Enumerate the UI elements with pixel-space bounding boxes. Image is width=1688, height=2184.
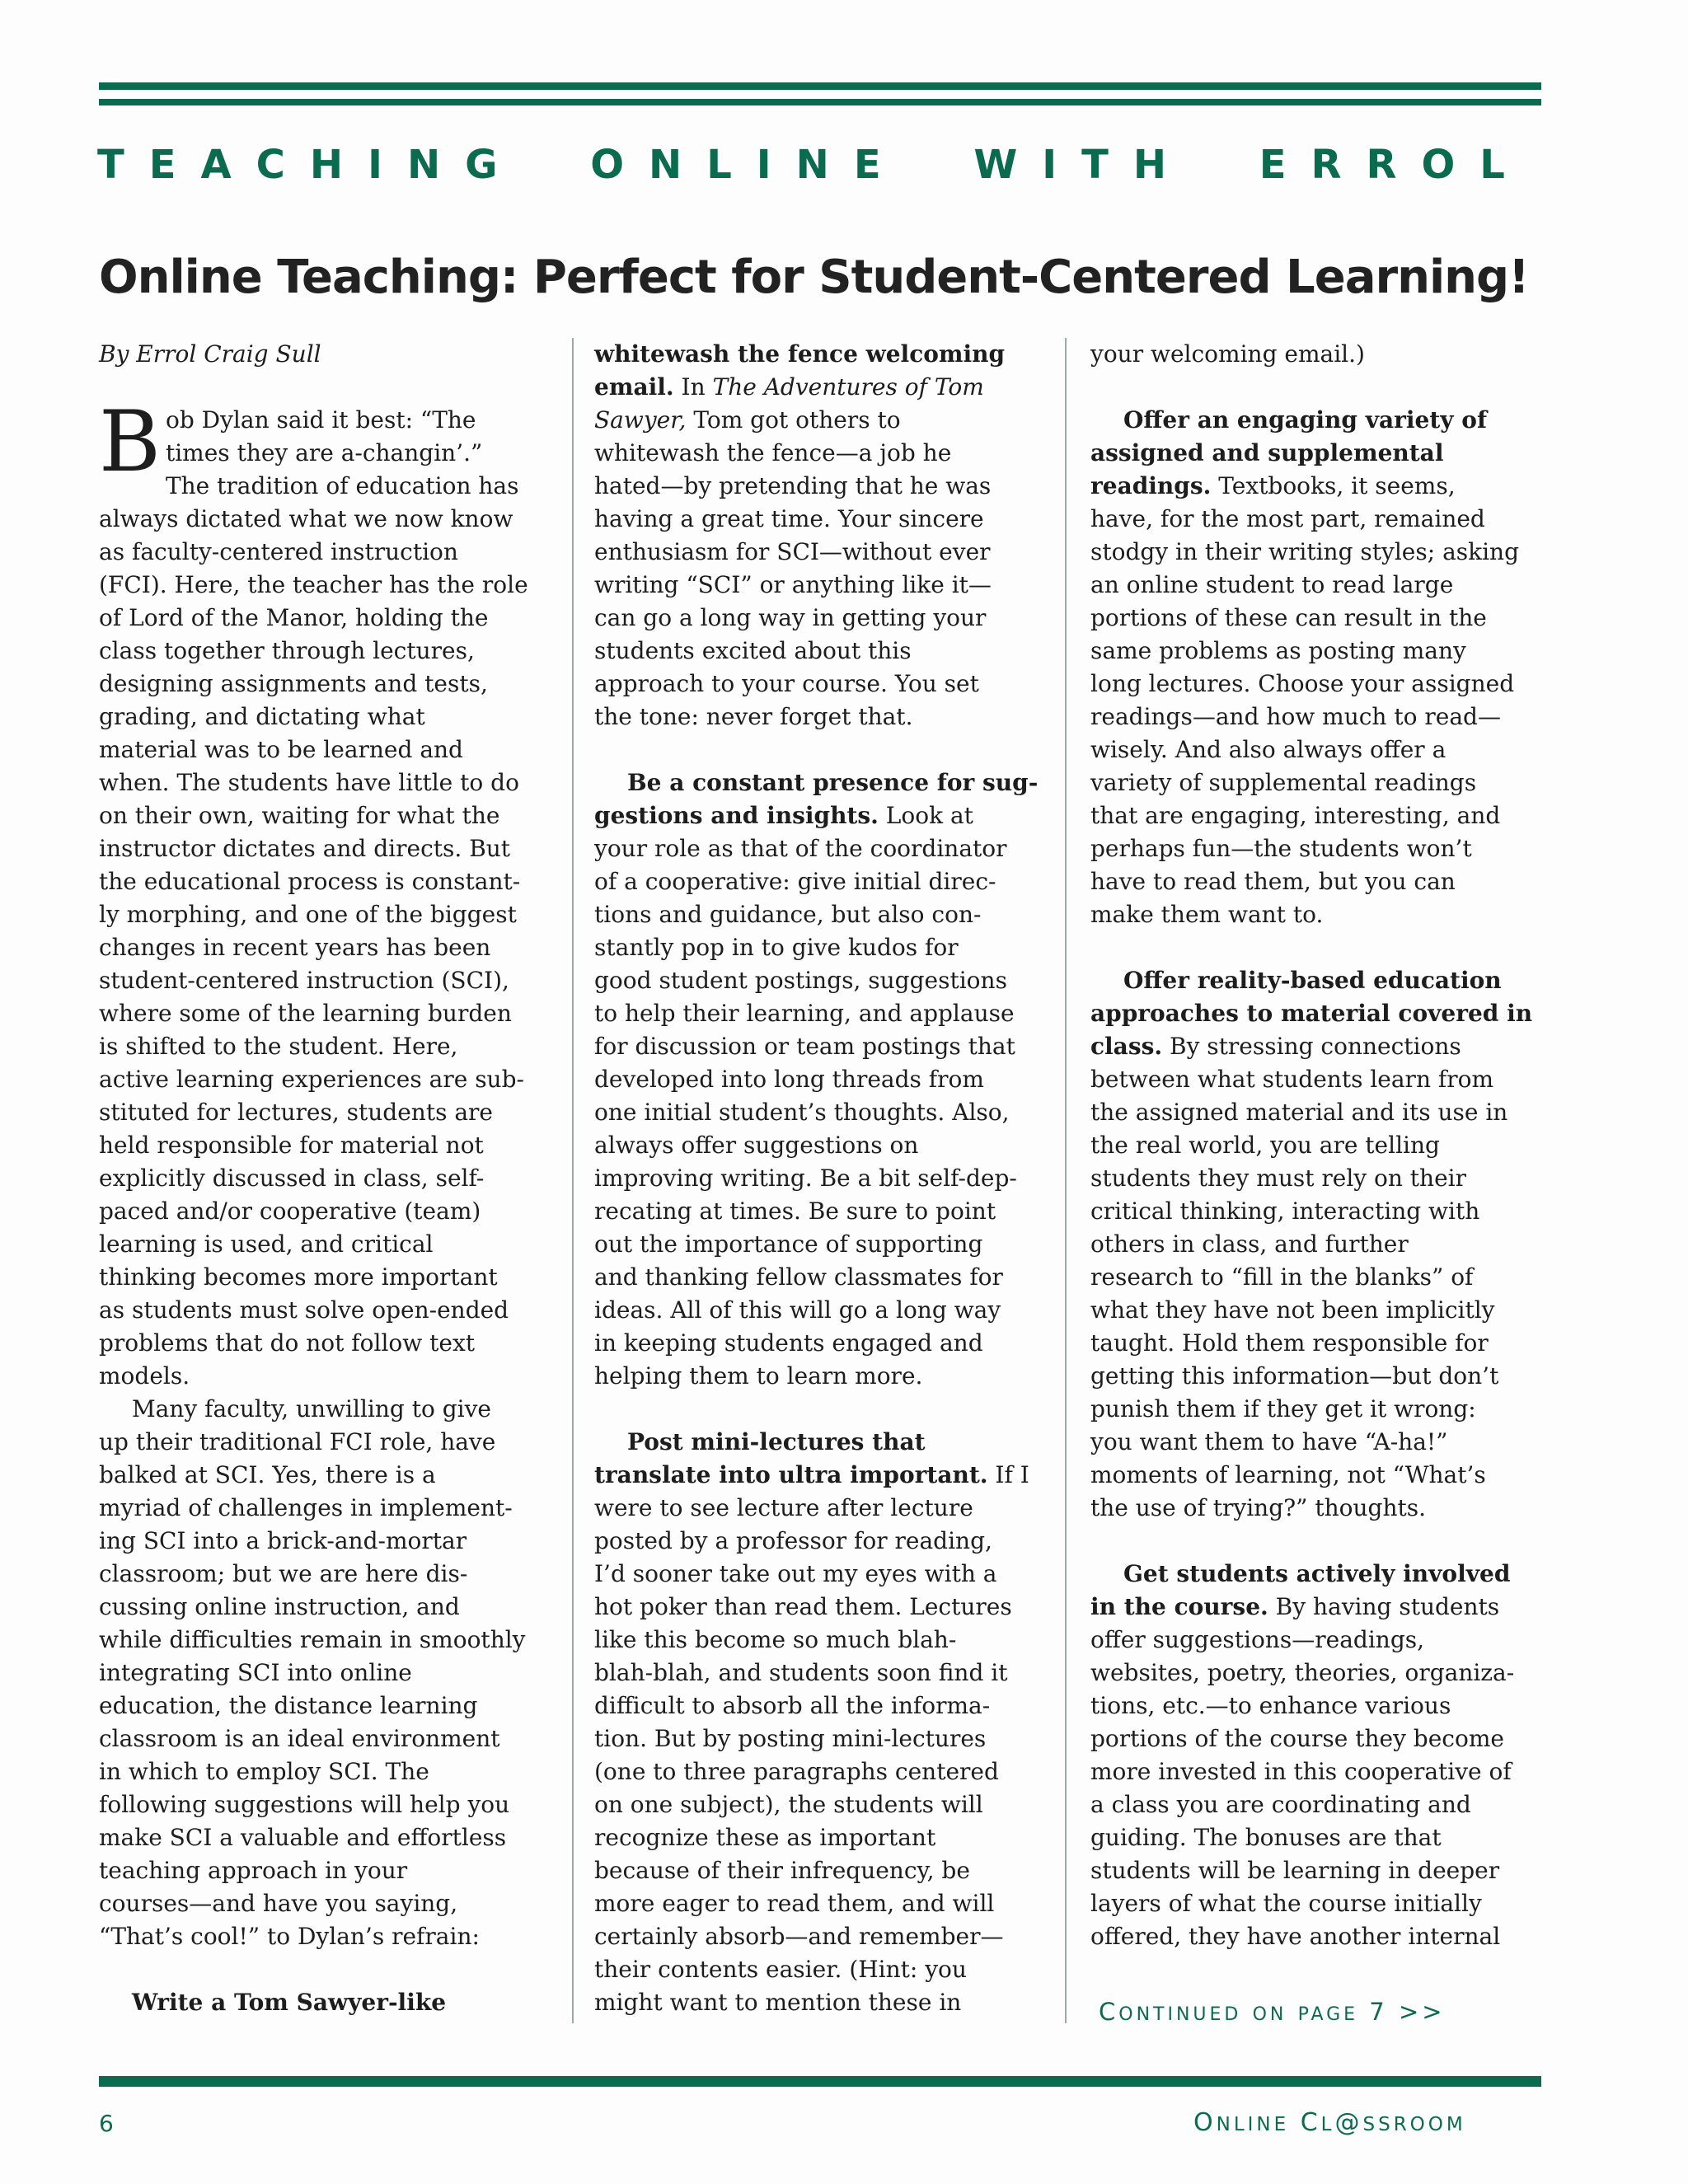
text-line: as students must solve open-ended (99, 1296, 509, 1324)
text-line: posted by a professor for reading, (594, 1527, 992, 1554)
text-line: learning is used, and critical (99, 1230, 434, 1258)
subheading-text: whitewash the fence welcoming (594, 340, 1006, 368)
text-line (594, 799, 1052, 832)
paragraph-body (1090, 503, 1545, 931)
text-line: critical thinking, interacting with (1090, 1197, 1480, 1225)
text-line: ly morphing, and one of the biggest (99, 901, 517, 928)
text-line: following suggestions will help you (99, 1791, 510, 1818)
text-line (594, 1459, 1052, 1492)
subheading-text: in the course. (1090, 1593, 1268, 1620)
text-line: have to read them, but you can (1090, 868, 1456, 895)
article-headline: Online Teaching: Perfect for Student-Centered Learning! (99, 251, 1529, 304)
text-line: while difficulties remain in smoothly (99, 1626, 526, 1653)
book-title: The Adventures of Tom (712, 373, 984, 401)
inline-text: By stressing connections (1162, 1033, 1461, 1060)
subheading (99, 1986, 560, 2019)
continued-text (1099, 1998, 1446, 2026)
text-line: for discussion or team postings that (594, 1033, 1015, 1060)
text-line: you want them to have “A-ha!” (1090, 1428, 1448, 1455)
text-line: variety of supplemental readings (1090, 769, 1477, 796)
subheading-text: Offer reality-based education (1123, 967, 1502, 994)
paragraph-body (99, 470, 560, 1953)
continued-arrow-icon: >> (1398, 1998, 1446, 2026)
text-line: same problems as posting many (1090, 637, 1466, 664)
text-line: stituted for lectures, students are (99, 1099, 493, 1126)
text-line: student-centered instruction (SCI), (99, 967, 509, 994)
section-header: TEACHING ONLINE WITH ERROL (97, 142, 1530, 188)
text-line: students will be learning in deeper (1090, 1857, 1500, 1884)
text-line: of a cooperative: give initial direc- (594, 868, 996, 895)
subheading-line (1090, 964, 1545, 997)
text-line: between what students learn from (1090, 1066, 1494, 1093)
text-line: grading, and dictating what (99, 703, 425, 730)
text-line: were to see lecture after lecture (594, 1494, 973, 1521)
header-rule-bottom (99, 99, 1541, 105)
text-line: on their own, waiting for what the (99, 802, 500, 829)
text-line: (one to three paragraphs centered (594, 1758, 999, 1785)
text-line: ideas. All of this will go a long way (594, 1296, 1001, 1324)
subheading-text: Get students actively involved (1123, 1560, 1511, 1587)
drop-cap: B (99, 393, 161, 491)
text-line: what they have not been implicitly (1090, 1296, 1495, 1324)
text-line: teaching approach in your (99, 1857, 408, 1884)
pub-at-symbol: @ (1334, 2108, 1363, 2137)
text-line: to help their learning, and applause (594, 1000, 1015, 1027)
text-line: more invested in this cooperative of (1090, 1758, 1512, 1785)
paragraph-body (594, 1492, 1052, 2019)
text-line: research to “fill in the blanks” of (1090, 1263, 1474, 1291)
text-line (1090, 1591, 1545, 1624)
text-line: held responsible for material not (99, 1132, 484, 1159)
pub-smallcaps: SSROOM (1362, 2114, 1466, 2135)
pub-cap: C (1300, 2108, 1321, 2137)
text-line: portions of these can result in the (1090, 604, 1487, 631)
text-line: the educational process is constant- (99, 868, 521, 895)
text-line: classroom; but we are here dis- (99, 1560, 468, 1587)
continued-smallcaps: PAGE (1297, 2004, 1359, 2025)
pub-smallcaps: L (1320, 2114, 1335, 2135)
text-line: portions of the course they become (1090, 1725, 1504, 1752)
text-line: more eager to read them, and will (594, 1890, 995, 1917)
text-line: make SCI a valuable and effortless (99, 1824, 507, 1851)
text-line: improving writing. Be a bit self-dep- (594, 1165, 1017, 1192)
text-line: guiding. The bonuses are that (1090, 1824, 1442, 1851)
text-line: thinking becomes more important (99, 1263, 498, 1291)
subheading-line (1090, 404, 1545, 437)
text-line: integrating SCI into online (99, 1659, 412, 1686)
text-line: helping them to learn more. (594, 1362, 923, 1390)
text-line: their contents easier. (Hint: you (594, 1956, 967, 1983)
inline-text: Textbooks, it seems, (1211, 472, 1456, 499)
pub-smallcaps: NLINE (1216, 2114, 1290, 2135)
subheading-text: gestions and insights. (594, 802, 879, 829)
text-line: where some of the learning burden (99, 1000, 512, 1027)
header-rule-top (99, 82, 1541, 90)
text-line: explicitly discussed in class, self- (99, 1165, 485, 1192)
text-line: students excited about this (594, 637, 912, 664)
text-line: stodgy in their writing styles; asking (1090, 538, 1520, 565)
text-line: enthusiasm for SCI—without ever (594, 538, 991, 565)
publication-name (1193, 2108, 1466, 2137)
inline-text: Look at (878, 802, 973, 829)
text-line: because of their infrequency, be (594, 1857, 970, 1884)
text-line: balked at SCI. Yes, there is a (99, 1461, 436, 1488)
text-line: moments of learning, not “What’s (1090, 1461, 1486, 1488)
continued-link[interactable] (1099, 1998, 1446, 2026)
continued-smallcaps: ONTINUED (1118, 2004, 1242, 2025)
text-line: websites, poetry, theories, organiza- (1090, 1659, 1515, 1686)
text-line: long lectures. Choose your assigned (1090, 670, 1515, 697)
inline-text: By having students (1268, 1593, 1500, 1620)
text-line: paced and/or cooperative (team) (99, 1197, 481, 1225)
article-column-3 (1090, 338, 1545, 2027)
spacer (99, 1953, 560, 1986)
text-line: The tradition of education has (165, 472, 519, 499)
inline-text: Tom got others to (686, 406, 901, 434)
paragraph-body (594, 832, 1052, 1393)
text-line: on one subject), the students will (594, 1791, 983, 1818)
continued-cap: C (1099, 1998, 1119, 2026)
footer-rule (99, 2076, 1541, 2087)
text-line: hot poker than read them. Lectures (594, 1593, 1012, 1620)
text-line: when. The students have little to do (99, 769, 519, 796)
text-line: cussing online instruction, and (99, 1593, 460, 1620)
subheading-text: readings. (1090, 472, 1212, 499)
text-line: whitewash the fence—a job he (594, 439, 952, 466)
text-line: that are engaging, interesting, and (1090, 802, 1501, 829)
spacer (594, 1393, 1052, 1426)
text-line: offered, they have another internal (1090, 1923, 1501, 1950)
text-line: as faculty-centered instruction (99, 538, 458, 565)
text-line: can go a long way in getting your (594, 604, 987, 631)
text-line: courses—and have you saying, (99, 1890, 458, 1917)
text-line: good student postings, suggestions (594, 967, 1007, 994)
spacer (1090, 371, 1545, 404)
text-line (594, 371, 1052, 404)
subheading-text: email. (594, 373, 674, 401)
text-line: perhaps fun—the students won’t (1090, 835, 1472, 862)
text-line: approach to your course. You set (594, 670, 979, 697)
text-line: might want to mention these in (594, 1989, 962, 2016)
text-line: I’d sooner take out my eyes with a (594, 1560, 997, 1587)
byline: By Errol Craig Sull (99, 340, 321, 368)
pub-cap: O (1193, 2108, 1217, 2137)
text-line: have, for the most part, remained (1090, 505, 1485, 532)
text-line: classroom is an ideal environment (99, 1725, 500, 1752)
continued-page-number: 7 (1369, 1998, 1388, 2026)
spacer (1090, 931, 1545, 964)
inline-text: In (673, 373, 713, 401)
text-line: “That’s cool!” to Dylan’s refrain: (99, 1923, 480, 1950)
text-line: others in class, and further (1090, 1230, 1409, 1258)
subheading-line (1090, 1558, 1545, 1591)
text-line: Many faculty, unwilling to give (132, 1395, 491, 1422)
text-line: offer suggestions—readings, (1090, 1626, 1425, 1653)
text-line: the tone: never forget that. (594, 703, 913, 730)
text-line: the use of trying?” thoughts. (1090, 1494, 1426, 1521)
text-line: changes in recent years has been (99, 934, 491, 961)
text-line: your role as that of the coordinator (594, 835, 1007, 862)
continued-smallcaps: ON (1252, 2004, 1287, 2025)
subheading-text: Offer an engaging variety of (1123, 406, 1488, 434)
subheading-text: Post mini-lectures that (627, 1428, 926, 1455)
subheading-line (594, 338, 1052, 371)
text-line (1090, 1030, 1545, 1063)
spacer (594, 733, 1052, 766)
text-line: recognize these as important (594, 1824, 936, 1851)
text-line: layers of what the course initially (1090, 1890, 1482, 1917)
text-line (1090, 470, 1545, 503)
text-line: difficult to absorb all the informa- (594, 1692, 991, 1719)
text-line: material was to be learned and (99, 736, 463, 763)
text-line: class together through lectures, (99, 637, 475, 664)
subheading-line (594, 766, 1052, 799)
text-line: instructor dictates and directs. But (99, 835, 511, 862)
text-line: one initial student’s thoughts. Also, (594, 1099, 1010, 1126)
text-line: and thanking fellow classmates for (594, 1263, 1003, 1291)
text-line: the real world, you are telling (1090, 1132, 1440, 1159)
text-line (594, 404, 1052, 437)
text-line: ing SCI into a brick-and-mortar (99, 1527, 467, 1554)
text-line: getting this information—but don’t (1090, 1362, 1499, 1390)
text-line: tions, etc.—to enhance various (1090, 1692, 1451, 1719)
text-line: in keeping students engaged and (594, 1329, 983, 1357)
text-line: having a great time. Your sincere (594, 505, 984, 532)
text-line: make them want to. (1090, 901, 1324, 928)
text-line: myriad of challenges in implement- (99, 1494, 513, 1521)
text-line: of Lord of the Manor, holding the (99, 604, 489, 631)
subheading-text: class. (1090, 1033, 1163, 1060)
text-line: students they must rely on their (1090, 1165, 1466, 1192)
text-line: hated—by pretending that he was (594, 472, 992, 499)
text-line: problems that do not follow text (99, 1329, 476, 1357)
text-line: your welcoming email.) (1090, 340, 1365, 368)
spacer (99, 371, 560, 404)
text-line: writing “SCI” or anything like it— (594, 571, 992, 598)
text-line: is shifted to the student. Here, (99, 1033, 458, 1060)
text-line: like this become so much blah- (594, 1626, 957, 1653)
text-line: developed into long threads from (594, 1066, 984, 1093)
text-line: an online student to read large (1090, 571, 1454, 598)
page-number: 6 (99, 2110, 114, 2137)
subheading-line (594, 1426, 1052, 1459)
text-line: out the importance of supporting (594, 1230, 983, 1258)
spacer (1090, 1525, 1545, 1558)
text-line: tion. But by posting mini-lectures (594, 1725, 987, 1752)
text-line: designing assignments and tests, (99, 670, 488, 697)
subheading-text: Write a Tom Sawyer-like (132, 1989, 447, 2016)
subheading-line (1090, 437, 1545, 470)
subheading-text: translate into ultra important. (594, 1461, 988, 1488)
text-line: blah-blah, and students soon find it (594, 1659, 1008, 1686)
text-line: a class you are coordinating and (1090, 1791, 1471, 1818)
text-line: up their traditional FCI role, have (99, 1428, 496, 1455)
inline-text: If I (987, 1461, 1029, 1488)
text-line: ob Dylan said it best: “The (165, 406, 476, 434)
subheading-text: assigned and supplemental (1090, 439, 1444, 466)
text-line: stantly pop in to give kudos for (594, 934, 959, 961)
text-line: always dictated what we now know (99, 505, 513, 532)
text-line: readings—and how much to read— (1090, 703, 1501, 730)
text-line: certainly absorb—and remember— (594, 1923, 1004, 1950)
text-line: active learning experiences are sub- (99, 1066, 524, 1093)
text-line: wisely. And also always offer a (1090, 736, 1447, 763)
text-line: in which to employ SCI. The (99, 1758, 429, 1785)
column-divider-1 (572, 338, 574, 2023)
subheading-line (1090, 997, 1545, 1030)
article-column-1 (99, 338, 560, 2027)
text-line: recating at times. Be sure to point (594, 1197, 996, 1225)
text-line: times they are a-changin’.” (165, 439, 483, 466)
text-line: punish them if they get it wrong: (1090, 1395, 1476, 1422)
text-line: tions and guidance, but also con- (594, 901, 982, 928)
column-divider-2 (1065, 338, 1067, 2023)
text-line: taught. Hold them responsible for (1090, 1329, 1489, 1357)
text-line: (FCI). Here, the teacher has the role (99, 571, 528, 598)
article-column-2 (594, 338, 1052, 2027)
paragraph-body (594, 437, 1052, 733)
book-title: Sawyer, (594, 406, 687, 434)
text-line: education, the distance learning (99, 1692, 478, 1719)
text-line: the assigned material and its use in (1090, 1099, 1508, 1126)
subheading-text: Be a constant presence for sug- (627, 769, 1039, 796)
text-line: models. (99, 1362, 190, 1390)
text-line: always offer suggestions on (594, 1132, 919, 1159)
paragraph-body (1090, 1624, 1545, 1953)
subheading-text: approaches to material covered in (1090, 1000, 1533, 1027)
paragraph-body (1090, 1063, 1545, 1525)
